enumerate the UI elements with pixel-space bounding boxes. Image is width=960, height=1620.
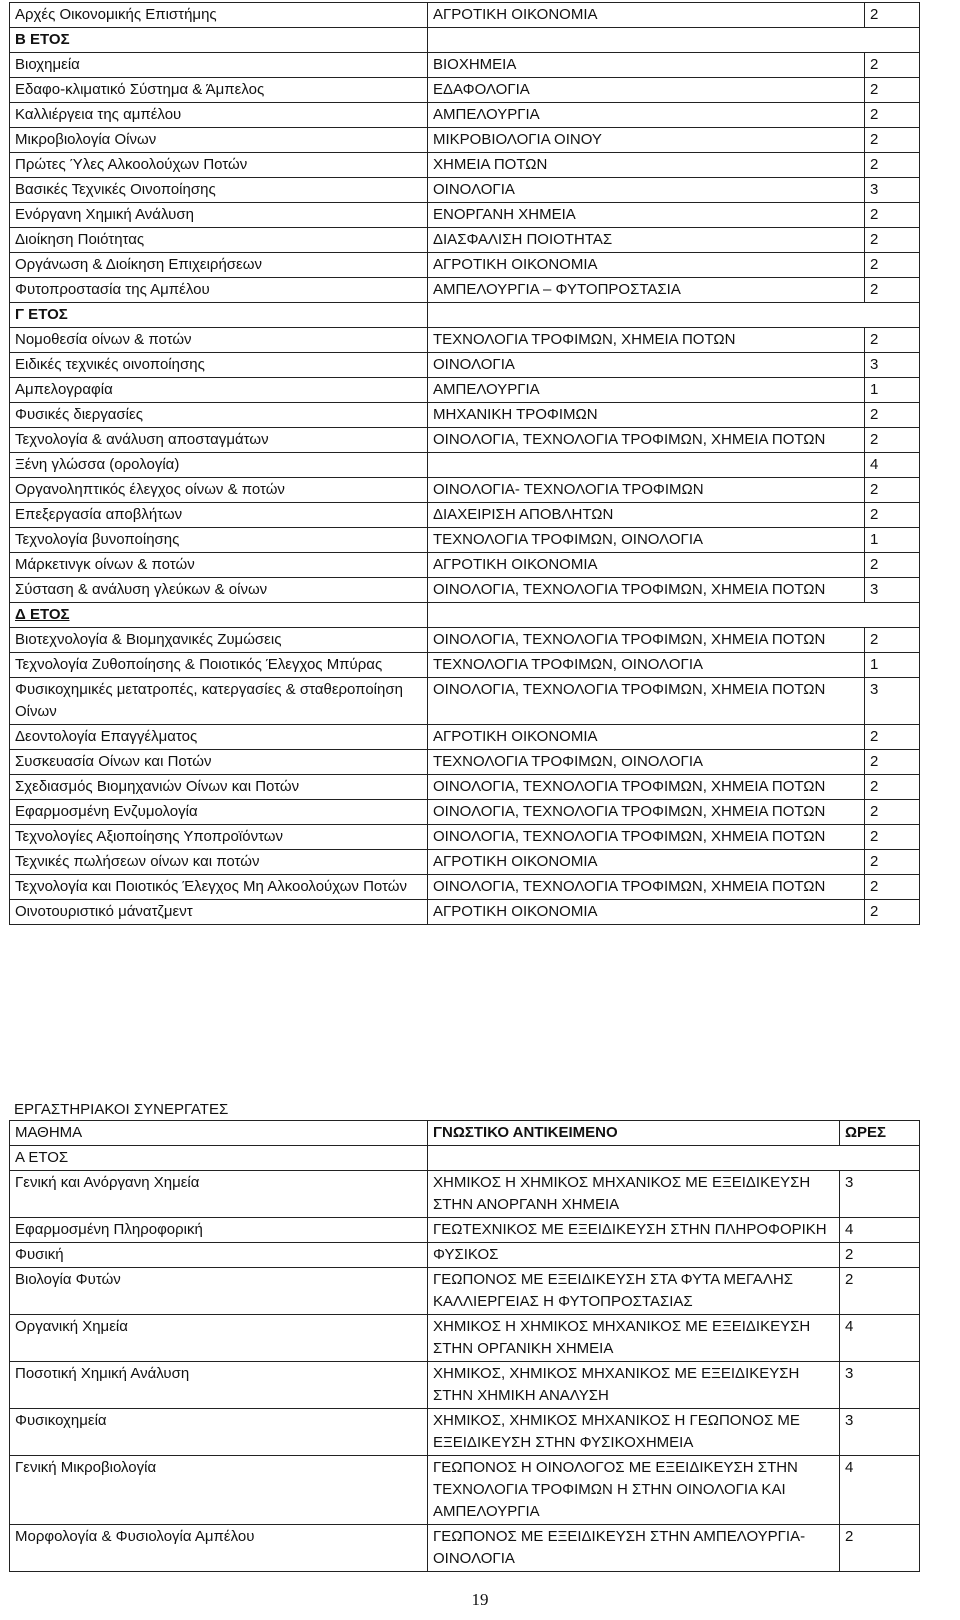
table-row: [10, 1409, 920, 1456]
cell-hours: 2: [865, 328, 920, 353]
cell-field: ΧΗΜΙΚΟΣ, ΧΗΜΙΚΟΣ ΜΗΧΑΝΙΚΟΣ ΜΕ ΕΞΕΙΔΙΚΕΥΣΗ ΣΤΗΝ ΧΗΜΙΚΗ ΑΝΑΛΥΣΗ: [428, 1362, 840, 1409]
cell-course: Ποσοτική Χημική Ανάλυση: [10, 1362, 428, 1409]
lab-associates-table: [9, 1120, 920, 1572]
table-row: [10, 850, 920, 875]
cell-hours: 2: [865, 128, 920, 153]
cell-field: ΤΕΧΝΟΛΟΓΙΑ ΤΡΟΦΙΜΩΝ, ΟΙΝΟΛΟΓΙΑ: [428, 528, 865, 553]
cell-hours: 2: [865, 228, 920, 253]
table-row: [10, 553, 920, 578]
cell-course: Συσκευασία Οίνων και Ποτών: [10, 750, 428, 775]
table-row: [10, 328, 920, 353]
cell-field: ΟΙΝΟΛΟΓΙΑ, ΤΕΧΝΟΛΟΓΙΑ ΤΡΟΦΙΜΩΝ, ΧΗΜΕΙΑ ΠΟΤΩΝ: [428, 628, 865, 653]
cell-field: ΟΙΝΟΛΟΓΙΑ: [428, 178, 865, 203]
year-row-empty: [428, 303, 920, 328]
table-row: [10, 478, 920, 503]
cell-hours: 2: [865, 203, 920, 228]
cell-course: Γενική και Ανόργανη Χημεία: [10, 1171, 428, 1218]
cell-course: Μάρκετινγκ οίνων & ποτών: [10, 553, 428, 578]
year-row: [10, 303, 920, 328]
cell-field: ΑΓΡΟΤΙΚΗ ΟΙΚΟΝΟΜΙΑ: [428, 850, 865, 875]
year-row-empty: [428, 1146, 920, 1171]
cell-field: ΤΕΧΝΟΛΟΓΙΑ ΤΡΟΦΙΜΩΝ, ΟΙΝΟΛΟΓΙΑ: [428, 750, 865, 775]
cell-course: Φυσικοχημεία: [10, 1409, 428, 1456]
cell-hours: 2: [865, 53, 920, 78]
cell-hours: 1: [865, 378, 920, 403]
cell-course: Οργανική Χημεία: [10, 1315, 428, 1362]
cell-field: [428, 453, 865, 478]
cell-field: ΕΔΑΦΟΛΟΓΙΑ: [428, 78, 865, 103]
table-row: [10, 3, 920, 28]
cell-field: ΑΜΠΕΛΟΥΡΓΙΑ: [428, 103, 865, 128]
cell-hours: 2: [865, 800, 920, 825]
table-header-row: [10, 1121, 920, 1146]
table-row: [10, 228, 920, 253]
courses-table: [9, 2, 920, 925]
cell-hours: 2: [865, 103, 920, 128]
table-row: [10, 153, 920, 178]
cell-hours: 2: [865, 553, 920, 578]
cell-hours: 2: [865, 78, 920, 103]
cell-field: ΦΥΣΙΚΟΣ: [428, 1243, 840, 1268]
cell-hours: 2: [865, 875, 920, 900]
lab-associates-table-body: [10, 1121, 920, 1572]
cell-hours: 2: [865, 403, 920, 428]
cell-hours: 2: [865, 750, 920, 775]
table-row: [10, 1362, 920, 1409]
cell-hours: 2: [865, 850, 920, 875]
cell-course: Σχεδιασμός Βιομηχανιών Οίνων και Ποτών: [10, 775, 428, 800]
table-row: [10, 825, 920, 850]
table-row: [10, 353, 920, 378]
table-row: [10, 1243, 920, 1268]
cell-course: Αρχές Οικονομικής Επιστήμης: [10, 3, 428, 28]
cell-hours: 4: [865, 453, 920, 478]
cell-course: Νομοθεσία οίνων & ποτών: [10, 328, 428, 353]
year-label: Α ΕΤΟΣ: [10, 1146, 428, 1171]
cell-hours: 3: [865, 578, 920, 603]
cell-course: Επεξεργασία αποβλήτων: [10, 503, 428, 528]
cell-field: ΓΕΩΤΕΧΝΙΚΟΣ ΜΕ ΕΞΕΙΔΙΚΕΥΣΗ ΣΤΗΝ ΠΛΗΡΟΦΟΡΙΚΗ: [428, 1218, 840, 1243]
table-row: [10, 103, 920, 128]
table-row: [10, 178, 920, 203]
header-course: ΜΑΘΗΜΑ: [10, 1121, 428, 1146]
table-row: [10, 1456, 920, 1525]
cell-hours: 4: [840, 1218, 920, 1243]
cell-course: Καλλιέργεια της αμπέλου: [10, 103, 428, 128]
cell-course: Πρώτες Ύλες Αλκοολούχων Ποτών: [10, 153, 428, 178]
cell-course: Εφαρμοσμένη Πληροφορική: [10, 1218, 428, 1243]
cell-course: Εφαρμοσμένη Ενζυμολογία: [10, 800, 428, 825]
table-row: [10, 1171, 920, 1218]
cell-course: Τεχνολογία και Ποιοτικός Έλεγχος Μη Αλκοολούχων Ποτών: [10, 875, 428, 900]
cell-course: Σύσταση & ανάλυση γλεύκων & οίνων: [10, 578, 428, 603]
table-row: [10, 1525, 920, 1572]
year-row-empty: [428, 603, 920, 628]
cell-course: Γενική Μικροβιολογία: [10, 1456, 428, 1525]
year-row: [10, 28, 920, 53]
cell-hours: 2: [865, 3, 920, 28]
table-row: [10, 1315, 920, 1362]
cell-field: ΟΙΝΟΛΟΓΙΑ, ΤΕΧΝΟΛΟΓΙΑ ΤΡΟΦΙΜΩΝ, ΧΗΜΕΙΑ ΠΟΤΩΝ: [428, 775, 865, 800]
cell-hours: 3: [865, 678, 920, 725]
cell-field: ΧΗΜΕΙΑ ΠΟΤΩΝ: [428, 153, 865, 178]
cell-hours: 3: [840, 1362, 920, 1409]
table-row: [10, 278, 920, 303]
cell-field: ΧΗΜΙΚΟΣ, ΧΗΜΙΚΟΣ ΜΗΧΑΝΙΚΟΣ Η ΓΕΩΠΟΝΟΣ ΜΕ ΕΞΕΙΔΙΚΕΥΣΗ ΣΤΗΝ ΦΥΣΙΚΟΧΗΜΕΙΑ: [428, 1409, 840, 1456]
cell-field: ΑΜΠΕΛΟΥΡΓΙΑ – ΦΥΤΟΠΡΟΣΤΑΣΙΑ: [428, 278, 865, 303]
cell-course: Διοίκηση Ποιότητας: [10, 228, 428, 253]
table-row: [10, 78, 920, 103]
table-row: [10, 775, 920, 800]
cell-hours: 4: [840, 1456, 920, 1525]
cell-course: Εδαφο-κλιματικό Σύστημα & Άμπελος: [10, 78, 428, 103]
cell-field: ΤΕΧΝΟΛΟΓΙΑ ΤΡΟΦΙΜΩΝ, ΧΗΜΕΙΑ ΠΟΤΩΝ: [428, 328, 865, 353]
cell-hours: 2: [865, 503, 920, 528]
cell-hours: 2: [865, 900, 920, 925]
cell-field: ΧΗΜΙΚΟΣ Η ΧΗΜΙΚΟΣ ΜΗΧΑΝΙΚΟΣ ΜΕ ΕΞΕΙΔΙΚΕΥΣΗ ΣΤΗΝ ΑΝΟΡΓΑΝΗ ΧΗΜΕΙΑ: [428, 1171, 840, 1218]
table-row: [10, 875, 920, 900]
cell-hours: 2: [865, 428, 920, 453]
table-row: [10, 1218, 920, 1243]
cell-hours: 2: [865, 253, 920, 278]
cell-course: Τεχνολογίες Αξιοποίησης Υποπροϊόντων: [10, 825, 428, 850]
cell-hours: 2: [865, 825, 920, 850]
cell-field: ΑΓΡΟΤΙΚΗ ΟΙΚΟΝΟΜΙΑ: [428, 553, 865, 578]
year-row: [10, 603, 920, 628]
lab-associates-title: ΕΡΓΑΣΤΗΡΙΑΚΟΙ ΣΥΝΕΡΓΑΤΕΣ: [14, 1101, 229, 1118]
cell-course: Ειδικές τεχνικές οινοποίησης: [10, 353, 428, 378]
cell-field: ΜΗΧΑΝΙΚΗ ΤΡΟΦΙΜΩΝ: [428, 403, 865, 428]
year-label: Γ ΕΤΟΣ: [10, 303, 428, 328]
cell-field: ΓΕΩΠΟΝΟΣ ΜΕ ΕΞΕΙΔΙΚΕΥΣΗ ΣΤΗΝ ΑΜΠΕΛΟΥΡΓΙΑ-ΟΙΝΟΛΟΓΙΑ: [428, 1525, 840, 1572]
cell-course: Δεοντολογία Επαγγέλματος: [10, 725, 428, 750]
courses-table-body: [10, 3, 920, 925]
cell-field: ΑΓΡΟΤΙΚΗ ΟΙΚΟΝΟΜΙΑ: [428, 3, 865, 28]
cell-field: ΓΕΩΠΟΝΟΣ ΜΕ ΕΞΕΙΔΙΚΕΥΣΗ ΣΤΑ ΦΥΤΑ ΜΕΓΑΛΗΣ ΚΑΛΛΙΕΡΓΕΙΑΣ Η ΦΥΤΟΠΡΟΣΤΑΣΙΑΣ: [428, 1268, 840, 1315]
cell-course: Φυσικοχημικές μετατροπές, κατεργασίες & σταθεροποίηση Οίνων: [10, 678, 428, 725]
cell-hours: 4: [840, 1315, 920, 1362]
cell-field: ΑΓΡΟΤΙΚΗ ΟΙΚΟΝΟΜΙΑ: [428, 253, 865, 278]
table-row: [10, 578, 920, 603]
table-row: [10, 453, 920, 478]
table-row: [10, 900, 920, 925]
table-row: [10, 428, 920, 453]
table-row: [10, 628, 920, 653]
cell-hours: 2: [865, 153, 920, 178]
cell-hours: 1: [865, 528, 920, 553]
year-label: Δ ΕΤΟΣ: [10, 603, 428, 628]
year-row-empty: [428, 28, 920, 53]
cell-field: ΑΓΡΟΤΙΚΗ ΟΙΚΟΝΟΜΙΑ: [428, 725, 865, 750]
cell-field: ΔΙΑΣΦΑΛΙΣΗ ΠΟΙΟΤΗΤΑΣ: [428, 228, 865, 253]
cell-hours: 3: [865, 353, 920, 378]
cell-field: ΟΙΝΟΛΟΓΙΑ, ΤΕΧΝΟΛΟΓΙΑ ΤΡΟΦΙΜΩΝ, ΧΗΜΕΙΑ ΠΟΤΩΝ: [428, 578, 865, 603]
table-row: [10, 128, 920, 153]
header-field: ΓΝΩΣΤΙΚΟ ΑΝΤΙΚΕΙΜΕΝΟ: [428, 1121, 840, 1146]
cell-course: Ξένη γλώσσα (ορολογία): [10, 453, 428, 478]
table-row: [10, 528, 920, 553]
table-row: [10, 800, 920, 825]
cell-hours: 2: [865, 278, 920, 303]
table-row: [10, 53, 920, 78]
cell-field: ΑΓΡΟΤΙΚΗ ΟΙΚΟΝΟΜΙΑ: [428, 900, 865, 925]
table-row: [10, 653, 920, 678]
year-row: [10, 1146, 920, 1171]
table-row: [10, 750, 920, 775]
cell-hours: 1: [865, 653, 920, 678]
cell-hours: 2: [865, 775, 920, 800]
cell-course: Τεχνολογία Ζυθοποίησης & Ποιοτικός Έλεγχος Μπύρας: [10, 653, 428, 678]
cell-course: Φυτοπροστασία της Αμπέλου: [10, 278, 428, 303]
cell-field: ΟΙΝΟΛΟΓΙΑ: [428, 353, 865, 378]
table-row: [10, 203, 920, 228]
cell-course: Τεχνικές πωλήσεων οίνων και ποτών: [10, 850, 428, 875]
table-row: [10, 378, 920, 403]
cell-course: Μικροβιολογία Οίνων: [10, 128, 428, 153]
cell-hours: 2: [840, 1268, 920, 1315]
cell-field: ΟΙΝΟΛΟΓΙΑ, ΤΕΧΝΟΛΟΓΙΑ ΤΡΟΦΙΜΩΝ, ΧΗΜΕΙΑ ΠΟΤΩΝ: [428, 678, 865, 725]
cell-hours: 2: [865, 628, 920, 653]
cell-course: Τεχνολογία βυνοποίησης: [10, 528, 428, 553]
cell-field: ΜΙΚΡΟΒΙΟΛΟΓΙΑ ΟΙΝΟΥ: [428, 128, 865, 153]
page-number: 19: [471, 1590, 489, 1609]
cell-field: ΟΙΝΟΛΟΓΙΑ, ΤΕΧΝΟΛΟΓΙΑ ΤΡΟΦΙΜΩΝ, ΧΗΜΕΙΑ ΠΟΤΩΝ: [428, 875, 865, 900]
cell-field: ΒΙΟΧΗΜΕΙΑ: [428, 53, 865, 78]
table-row: [10, 403, 920, 428]
cell-hours: 2: [840, 1525, 920, 1572]
cell-course: Οινοτουριστικό μάνατζμεντ: [10, 900, 428, 925]
cell-hours: 3: [865, 178, 920, 203]
cell-field: ΤΕΧΝΟΛΟΓΙΑ ΤΡΟΦΙΜΩΝ, ΟΙΝΟΛΟΓΙΑ: [428, 653, 865, 678]
table-row: [10, 1268, 920, 1315]
cell-hours: 2: [865, 478, 920, 503]
cell-course: Φυσική: [10, 1243, 428, 1268]
cell-course: Αμπελογραφία: [10, 378, 428, 403]
year-label: Β ΕΤΟΣ: [10, 28, 428, 53]
cell-field: ΔΙΑΧΕΙΡΙΣΗ ΑΠΟΒΛΗΤΩΝ: [428, 503, 865, 528]
cell-course: Βιοχημεία: [10, 53, 428, 78]
cell-course: Οργανοληπτικός έλεγχος οίνων & ποτών: [10, 478, 428, 503]
cell-course: Ενόργανη Χημική Ανάλυση: [10, 203, 428, 228]
cell-course: Φυσικές διεργασίες: [10, 403, 428, 428]
cell-field: ΑΜΠΕΛΟΥΡΓΙΑ: [428, 378, 865, 403]
cell-course: Βιοτεχνολογία & Βιομηχανικές Ζυμώσεις: [10, 628, 428, 653]
cell-field: ΟΙΝΟΛΟΓΙΑ, ΤΕΧΝΟΛΟΓΙΑ ΤΡΟΦΙΜΩΝ, ΧΗΜΕΙΑ ΠΟΤΩΝ: [428, 428, 865, 453]
cell-course: Βιολογία Φυτών: [10, 1268, 428, 1315]
table-row: [10, 725, 920, 750]
cell-field: ΓΕΩΠΟΝΟΣ Η ΟΙΝΟΛΟΓΟΣ ΜΕ ΕΞΕΙΔΙΚΕΥΣΗ ΣΤΗΝ ΤΕΧΝΟΛΟΓΙΑ ΤΡΟΦΙΜΩΝ Η ΣΤΗΝ ΟΙΝΟΛΟΓΙΑ ΚΑΙ ΑΜΠΕΛΟΥΡΓΙΑ: [428, 1456, 840, 1525]
cell-hours: 3: [840, 1171, 920, 1218]
cell-hours: 2: [865, 725, 920, 750]
cell-course: Μορφολογία & Φυσιολογία Αμπέλου: [10, 1525, 428, 1572]
cell-field: ΟΙΝΟΛΟΓΙΑ- ΤΕΧΝΟΛΟΓΙΑ ΤΡΟΦΙΜΩΝ: [428, 478, 865, 503]
cell-course: Τεχνολογία & ανάλυση αποσταγμάτων: [10, 428, 428, 453]
cell-field: ΧΗΜΙΚΟΣ Η ΧΗΜΙΚΟΣ ΜΗΧΑΝΙΚΟΣ ΜΕ ΕΞΕΙΔΙΚΕΥΣΗ ΣΤΗΝ ΟΡΓΑΝΙΚΗ ΧΗΜΕΙΑ: [428, 1315, 840, 1362]
cell-hours: 2: [840, 1243, 920, 1268]
cell-course: Οργάνωση & Διοίκηση Επιχειρήσεων: [10, 253, 428, 278]
cell-hours: 3: [840, 1409, 920, 1456]
header-hours: ΩΡΕΣ: [840, 1121, 920, 1146]
table-row: [10, 678, 920, 725]
cell-field: ΟΙΝΟΛΟΓΙΑ, ΤΕΧΝΟΛΟΓΙΑ ΤΡΟΦΙΜΩΝ, ΧΗΜΕΙΑ ΠΟΤΩΝ: [428, 800, 865, 825]
table-row: [10, 503, 920, 528]
cell-field: ΕΝΟΡΓΑΝΗ ΧΗΜΕΙΑ: [428, 203, 865, 228]
cell-course: Βασικές Τεχνικές Οινοποίησης: [10, 178, 428, 203]
table-row: [10, 253, 920, 278]
cell-field: ΟΙΝΟΛΟΓΙΑ, ΤΕΧΝΟΛΟΓΙΑ ΤΡΟΦΙΜΩΝ, ΧΗΜΕΙΑ ΠΟΤΩΝ: [428, 825, 865, 850]
